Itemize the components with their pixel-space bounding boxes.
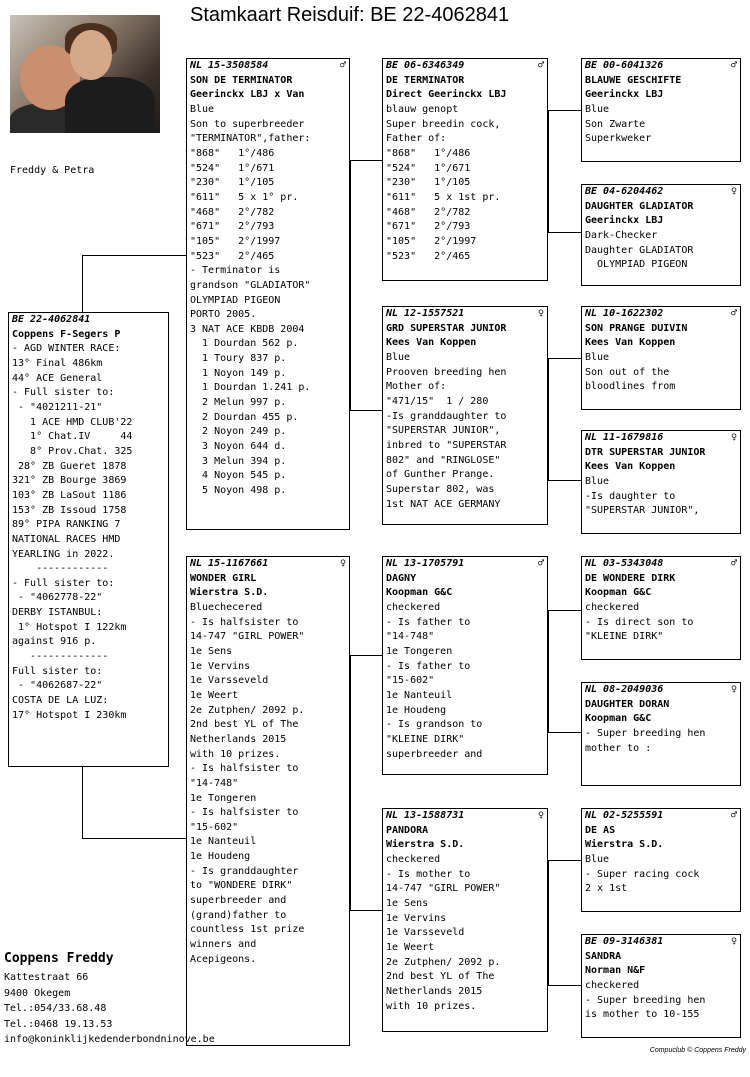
ring-number: NL 13-1588731 — [386, 810, 465, 821]
card-line: 321° ZB Bourge 3869 — [12, 475, 127, 487]
card-line: Father of: — [386, 133, 447, 145]
card-line: 1e Vervins — [386, 912, 447, 924]
card-line: "14-748" — [190, 777, 239, 789]
card-line: 8° Prov.Chat. 325 — [12, 445, 133, 457]
pigeon-card-sire-dam-dam — [581, 430, 741, 534]
card-line: 3 NAT ACE KBDB 2004 — [190, 323, 305, 335]
card-line: Blue — [190, 103, 215, 115]
connector-line — [82, 838, 186, 839]
card-line: DAUGHTER GLADIATOR — [585, 200, 694, 212]
card-line: 3 Melun 394 p. — [190, 455, 287, 467]
card-line: checkered — [386, 853, 441, 865]
ring-number: NL 02-5255591 — [585, 810, 664, 821]
sex-icon: ♂ — [730, 558, 737, 569]
card-line: - Full sister to: — [12, 577, 115, 589]
pigeon-card-sire — [186, 58, 350, 530]
card-line: 3 Noyon 644 d. — [190, 441, 287, 453]
card-line: 1st NAT ACE GERMANY — [386, 498, 501, 510]
card-line: 1e Weert — [386, 941, 435, 953]
card-line: Geerinckx LBJ x Van — [190, 89, 305, 101]
ring-number: NL 15-1167661 — [190, 558, 269, 569]
card-line: Bluechecered — [190, 601, 263, 613]
card-line: Blue — [386, 351, 411, 363]
connector-line — [82, 765, 83, 838]
card-line: Blue — [585, 475, 610, 487]
card-line: Wierstra S.D. — [585, 839, 664, 851]
connector-line — [350, 160, 351, 410]
card-line: mother to : — [585, 742, 652, 754]
card-line: 1e Houdeng — [190, 851, 251, 863]
card-line: GRD SUPERSTAR JUNIOR — [386, 322, 507, 334]
card-line: 1e Tongeren — [190, 792, 257, 804]
card-header — [386, 809, 544, 824]
card-line: - Is grandson to — [386, 719, 483, 731]
card-line: - Is halfsister to — [190, 763, 299, 775]
card-line: 14-747 "GIRL POWER" — [386, 883, 501, 895]
sex-icon: ♂ — [730, 810, 737, 821]
card-line: Blue — [585, 103, 610, 115]
card-header — [386, 59, 544, 74]
card-line: blauw genopt — [386, 103, 459, 115]
card-line: Full sister to: — [12, 665, 103, 677]
card-line: Mother of: — [386, 381, 447, 393]
card-line: "611" 5 x 1st pr. — [386, 191, 501, 203]
card-line: is mother to 10-155 — [585, 1009, 700, 1021]
card-line: "105" 2°/1997 — [386, 235, 477, 247]
card-line: checkered — [585, 979, 640, 991]
sex-icon: ♀ — [730, 684, 737, 695]
connector-line — [350, 160, 382, 161]
card-line: "671" 2°/793 — [386, 221, 471, 233]
ring-number: BE 06-6346349 — [386, 60, 465, 71]
card-line: of Gunther Prange. — [386, 469, 495, 481]
card-line: DAGNY — [386, 572, 417, 584]
card-header — [585, 185, 737, 200]
card-line: SANDRA — [585, 950, 622, 962]
card-line: against 916 p. — [12, 636, 97, 648]
card-line: 1e Sens — [386, 897, 429, 909]
card-line: 2e Zutphen/ 2092 p. — [386, 956, 501, 968]
card-line: Geerinckx LBJ — [585, 215, 664, 227]
card-line: "471/15" 1 / 280 — [386, 395, 489, 407]
card-line: superbreeder and — [386, 748, 483, 760]
card-line: "868" 1°/486 — [386, 147, 471, 159]
card-line: 14-747 "GIRL POWER" — [190, 631, 305, 643]
card-line: PORTO 2005. — [190, 309, 257, 321]
card-line: 1e Nanteuil — [190, 836, 257, 848]
connector-line — [82, 255, 186, 256]
card-line: "SUPERSTAR JUNIOR", — [386, 425, 501, 437]
card-line: winners and — [190, 939, 257, 951]
photo-caption: Freddy & Petra — [10, 165, 95, 176]
card-line: "524" 1°/671 — [386, 162, 471, 174]
card-header — [585, 59, 737, 74]
page-title: Stamkaart Reisduif: BE 22-4062841 — [190, 4, 510, 26]
pigeon-card-dam-dam — [382, 808, 548, 1032]
card-header — [585, 307, 737, 322]
pigeon-card-dam-dam-sire — [581, 808, 741, 912]
card-line: 1° Chat.IV 44 — [12, 431, 133, 443]
card-line: "611" 5 x 1° pr. — [190, 191, 299, 203]
card-line: "524" 1°/671 — [190, 162, 275, 174]
card-header — [585, 683, 737, 698]
connector-line — [350, 410, 382, 411]
card-line: 28° ZB Gueret 1878 — [12, 460, 127, 472]
connector-line — [82, 255, 83, 313]
connector-line — [548, 358, 549, 480]
card-line: DTR SUPERSTAR JUNIOR — [585, 446, 706, 458]
ring-number: BE 04-6204462 — [585, 186, 664, 197]
card-line: Acepigeons. — [190, 953, 257, 965]
card-line: Son to superbreeder — [190, 118, 305, 130]
card-line: Superkweker — [585, 133, 652, 145]
ring-number: NL 03-5343048 — [585, 558, 664, 569]
card-line: SON PRANGE DUIVIN — [585, 322, 688, 334]
card-line: inbred to "SUPERSTAR — [386, 439, 507, 451]
sex-icon: ♂ — [730, 60, 737, 71]
card-line: with 10 prizes. — [190, 748, 281, 760]
card-line: Direct Geerinckx LBJ — [386, 89, 507, 101]
card-line: Superstar 802, was — [386, 483, 495, 495]
card-line: - Is father to — [386, 616, 471, 628]
card-header — [386, 307, 544, 322]
card-line: - Super breeding hen — [585, 994, 706, 1006]
card-line: 2 Melun 997 p. — [190, 397, 287, 409]
card-line: 1e Vervins — [190, 660, 251, 672]
card-line: checkered — [386, 601, 441, 613]
card-line: - Is granddaughter — [190, 865, 299, 877]
pigeon-card-sire-sire-dam — [581, 184, 741, 286]
card-line: COSTA DE LA LUZ: — [12, 695, 109, 707]
card-line: WONDER GIRL — [190, 572, 257, 584]
connector-line — [548, 985, 581, 986]
card-line: Blue — [585, 351, 610, 363]
connector-line — [548, 860, 581, 861]
card-line: Prooven breeding hen — [386, 366, 507, 378]
card-line: 2 Dourdan 455 p. — [190, 411, 299, 423]
card-line: - "4062778-22" — [12, 592, 103, 604]
card-line: Dark-Checker — [585, 229, 658, 241]
sex-icon: ♀ — [537, 308, 544, 319]
card-line: 1 Toury 837 p. — [190, 353, 287, 365]
card-line: "TERMINATOR",father: — [190, 133, 311, 145]
card-line: with 10 prizes. — [386, 1000, 477, 1012]
owner-address-line: Kattestraat 66 — [4, 972, 89, 983]
card-line: "468" 2°/782 — [190, 206, 275, 218]
card-line: "671" 2°/793 — [190, 221, 275, 233]
card-line: 17° Hotspot I 230km — [12, 709, 127, 721]
card-line: checkered — [585, 601, 640, 613]
card-line: 5 Noyon 498 p. — [190, 485, 287, 497]
ring-number: BE 22-4062841 — [12, 314, 91, 325]
sex-icon: ♀ — [537, 810, 544, 821]
card-line: grandson "GLADIATOR" — [190, 279, 311, 291]
card-line: 89° PIPA RANKING 7 — [12, 519, 121, 531]
card-line: 1e Weert — [190, 689, 239, 701]
card-line: 2e Zutphen/ 2092 p. — [190, 704, 305, 716]
card-line: "868" 1°/486 — [190, 147, 275, 159]
card-line: - Is mother to — [386, 868, 471, 880]
card-line: DERBY ISTANBUL: — [12, 607, 103, 619]
card-line: - Full sister to: — [12, 387, 115, 399]
card-line: 1 Dourdan 1.241 p. — [190, 382, 311, 394]
connector-line — [548, 358, 581, 359]
card-line: - Is father to — [386, 660, 471, 672]
card-line: 1e Varsseveld — [190, 675, 269, 687]
connector-line — [548, 480, 581, 481]
card-line: "15-602" — [190, 821, 239, 833]
ring-number: NL 13-1705791 — [386, 558, 465, 569]
card-line: OLYMPIAD PIGEON — [585, 259, 688, 271]
card-line: 1° Hotspot I 122km — [12, 621, 127, 633]
card-line: 1e Sens — [190, 645, 233, 657]
card-line: ------------ — [12, 563, 109, 575]
connector-line — [350, 910, 382, 911]
card-line: Coppens F-Segers P — [12, 328, 121, 340]
card-line: YEARLING in 2022. — [12, 548, 115, 560]
ring-number: BE 00-6041326 — [585, 60, 664, 71]
card-line: - Terminator is — [190, 265, 281, 277]
card-line: -Is daughter to — [585, 490, 676, 502]
card-line: ------------- — [12, 651, 109, 663]
card-line: OLYMPIAD PIGEON — [190, 294, 281, 306]
card-line: 1e Houdeng — [386, 704, 447, 716]
pigeon-card-dam-sire-sire — [581, 556, 741, 660]
card-line: DAUGHTER DORAN — [585, 698, 670, 710]
ring-number: NL 10-1622302 — [585, 308, 664, 319]
card-line: PANDORA — [386, 824, 429, 836]
sex-icon: ♂ — [537, 60, 544, 71]
pigeon-card-dam-dam-dam — [581, 934, 741, 1038]
card-line: Geerinckx LBJ — [585, 89, 664, 101]
card-line: "105" 2°/1997 — [190, 235, 281, 247]
footer-credit: Compuclub © Coppens Freddy — [649, 1047, 746, 1054]
card-line: DE AS — [585, 824, 616, 836]
card-line: -Is granddaughter to — [386, 410, 507, 422]
card-line: - Is halfsister to — [190, 616, 299, 628]
card-line: Kees Van Koppen — [585, 461, 676, 473]
pigeon-card-sire-dam-sire — [581, 306, 741, 410]
card-line: 4 Noyon 545 p. — [190, 470, 287, 482]
sex-icon: ♀ — [730, 186, 737, 197]
card-line: to "WONDERE DIRK" — [190, 880, 293, 892]
card-line: 2 x 1st — [585, 883, 628, 895]
ring-number: NL 08-2049036 — [585, 684, 664, 695]
card-line: Super breedin cock, — [386, 118, 501, 130]
connector-line — [350, 655, 351, 910]
card-line: 1e Nanteuil — [386, 689, 453, 701]
card-line: - Is halfsister to — [190, 807, 299, 819]
pigeon-card-dam-sire — [382, 556, 548, 775]
card-line: BLAUWE GESCHIFTE — [585, 74, 682, 86]
ring-number: BE 09-3146381 — [585, 936, 664, 947]
connector-line — [548, 110, 581, 111]
card-line: 1e Tongeren — [386, 645, 453, 657]
card-line: 1e Varsseveld — [386, 927, 465, 939]
owner-phone-line: Tel.:054/33.68.48 — [4, 1003, 107, 1014]
card-line: - Is direct son to — [585, 616, 694, 628]
owner-mobile-line: Tel.:0468 19.13.53 — [4, 1018, 113, 1030]
sex-icon: ♂ — [730, 308, 737, 319]
connector-line — [350, 655, 382, 656]
card-line: Son out of the — [585, 366, 670, 378]
card-line: 802" and "RINGLOSE" — [386, 454, 501, 466]
sex-icon: ♂ — [537, 558, 544, 569]
card-header — [190, 59, 346, 74]
card-line: Kees Van Koppen — [585, 337, 676, 349]
card-line: "14-748" — [386, 631, 435, 643]
card-line: 1 ACE HMD CLUB'22 — [12, 416, 133, 428]
card-header — [585, 557, 737, 572]
pigeon-card-sire-sire — [382, 58, 548, 281]
card-line: Koopman G&C — [585, 587, 652, 599]
connector-line — [548, 860, 549, 985]
card-line: "230" 1°/105 — [190, 177, 275, 189]
card-line: 153° ZB Issoud 1758 — [12, 504, 127, 516]
owner-name: Coppens Freddy — [4, 951, 114, 966]
owner-email-link[interactable]: info@koninklijkedenderbondninove.be — [4, 1034, 215, 1045]
card-line: "15-602" — [386, 675, 435, 687]
card-line: 2 Noyon 249 p. — [190, 426, 287, 438]
owner-block — [4, 950, 215, 1048]
pigeon-card-sire-dam — [382, 306, 548, 525]
card-line: SON DE TERMINATOR — [190, 74, 293, 86]
card-header — [12, 313, 165, 328]
card-line: Blue — [585, 853, 610, 865]
card-line: 103° ZB LaSout 1186 — [12, 489, 127, 501]
sex-icon: ♂ — [339, 60, 346, 71]
pigeon-card-sire-sire-sire — [581, 58, 741, 162]
card-line: Wierstra S.D. — [190, 587, 269, 599]
card-header — [585, 935, 737, 950]
card-line: "230" 1°/105 — [386, 177, 471, 189]
card-line: "KLEINE DIRK" — [585, 631, 664, 643]
card-line: 13° Final 486km — [12, 357, 103, 369]
card-line: superbreeder and — [190, 895, 287, 907]
card-line: DE WONDERE DIRK — [585, 572, 676, 584]
card-header — [585, 809, 737, 824]
card-line: "468" 2°/782 — [386, 206, 471, 218]
pigeon-card-main — [8, 312, 169, 767]
card-line: - "4062687-22" — [12, 680, 103, 692]
sex-icon: ♀ — [730, 936, 737, 947]
card-line: - "4021211-21" — [12, 401, 103, 413]
ring-number: NL 15-3508584 — [190, 60, 269, 71]
card-line: - AGD WINTER RACE: — [12, 343, 121, 355]
card-line: DE TERMINATOR — [386, 74, 465, 86]
sex-icon: ♀ — [730, 432, 737, 443]
card-line: Netherlands 2015 — [190, 733, 287, 745]
card-line: Wierstra S.D. — [386, 839, 465, 851]
card-line: countless 1st prize — [190, 924, 305, 936]
pigeon-card-dam-sire-dam — [581, 682, 741, 786]
connector-line — [548, 110, 549, 232]
connector-line — [548, 232, 581, 233]
ring-number: NL 12-1557521 — [386, 308, 465, 319]
owner-city-line: 9400 Okegem — [4, 987, 71, 999]
card-line: NATIONAL RACES HMD — [12, 533, 121, 545]
card-line: 1 Noyon 149 p. — [190, 367, 287, 379]
card-line: - Super breeding hen — [585, 727, 706, 739]
connector-line — [548, 610, 581, 611]
card-line: (grand)father to — [190, 909, 287, 921]
card-line: "523" 2°/465 — [386, 250, 471, 262]
sex-icon: ♀ — [339, 558, 346, 569]
card-line: Norman N&F — [585, 965, 646, 977]
card-line: Kees Van Koppen — [386, 337, 477, 349]
card-line: Netherlands 2015 — [386, 985, 483, 997]
ring-number: NL 11-1679816 — [585, 432, 664, 443]
card-line: Daughter GLADIATOR — [585, 244, 694, 256]
connector-line — [548, 610, 549, 732]
owner-photo — [10, 15, 160, 133]
card-line: - Super racing cock — [585, 868, 700, 880]
card-line: "KLEINE DIRK" — [386, 733, 465, 745]
connector-line — [548, 732, 581, 733]
card-line: "SUPERSTAR JUNIOR", — [585, 505, 700, 517]
card-line: "523" 2°/465 — [190, 250, 275, 262]
card-line: Koopman G&C — [386, 587, 453, 599]
card-line: 2nd best YL of The — [190, 719, 299, 731]
card-header — [190, 557, 346, 572]
card-header — [585, 431, 737, 446]
card-line: 1 Dourdan 562 p. — [190, 338, 299, 350]
card-line: bloodlines from — [585, 381, 676, 393]
card-line: 44° ACE General — [12, 372, 103, 384]
card-line: Koopman G&C — [585, 713, 652, 725]
card-line: Son Zwarte — [585, 118, 646, 130]
card-line: 2nd best YL of The — [386, 971, 495, 983]
card-header — [386, 557, 544, 572]
